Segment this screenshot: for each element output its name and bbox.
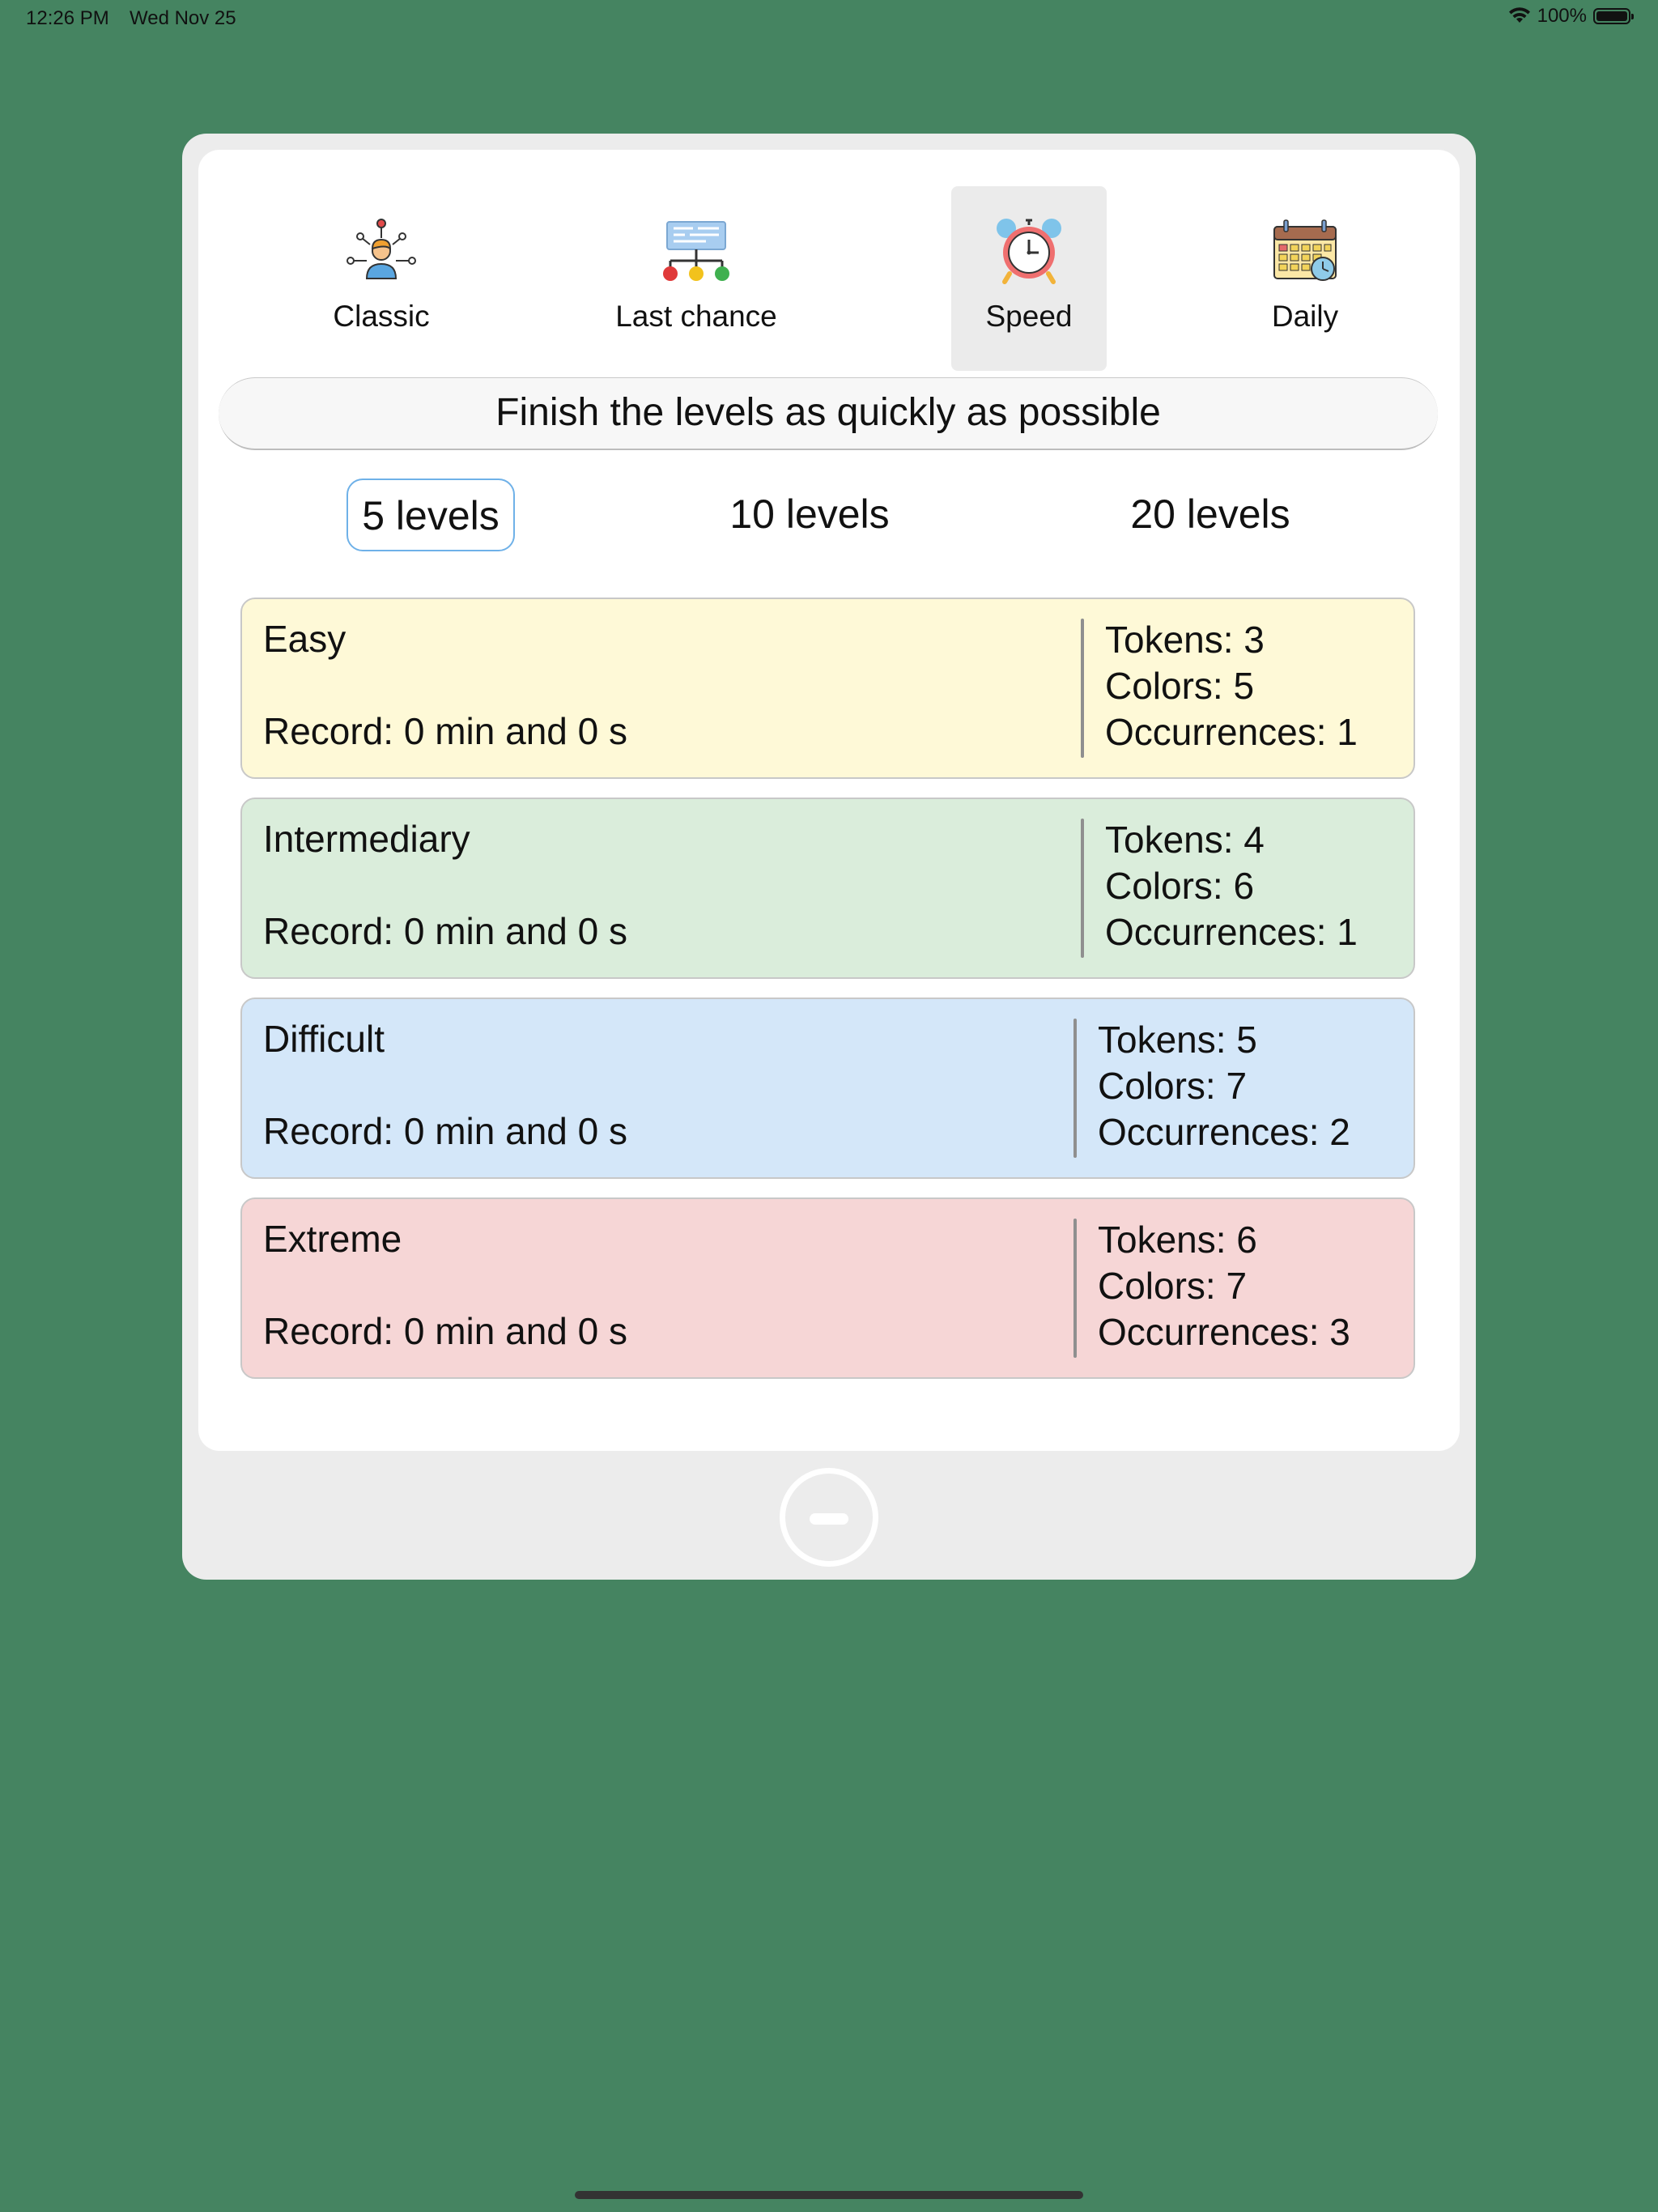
status-date: Wed Nov 25 (130, 7, 236, 29)
mode-description: Finish the levels as quickly as possible (219, 377, 1438, 450)
colors-count: Colors: 6 (1105, 865, 1255, 907)
card-divider (1081, 619, 1084, 758)
colors-count: Colors: 7 (1098, 1065, 1248, 1107)
difficulty-record: Record: 0 min and 0 s (263, 910, 628, 952)
tab-classic[interactable] (302, 186, 461, 371)
difficulty-card-intermediary[interactable] (240, 798, 1415, 979)
home-indicator[interactable] (575, 2191, 1083, 2199)
tokens-count: Tokens: 4 (1105, 819, 1265, 861)
tokens-count: Tokens: 3 (1105, 619, 1265, 661)
difficulty-stats (1105, 617, 1358, 755)
minus-circle-icon (810, 1513, 848, 1525)
tab-5-levels[interactable]: 5 levels (346, 479, 515, 551)
battery-icon (1593, 8, 1630, 24)
difficulty-stats (1098, 1217, 1350, 1355)
difficulty-name: Extreme (263, 1218, 402, 1260)
difficulty-record: Record: 0 min and 0 s (263, 710, 628, 752)
calendar-clock-icon (1266, 211, 1344, 288)
difficulty-record: Record: 0 min and 0 s (263, 1110, 628, 1152)
person-network-icon (342, 211, 420, 288)
status-bar (0, 0, 1658, 39)
colors-count: Colors: 5 (1105, 665, 1255, 707)
tab-classic-label: Classic (333, 300, 430, 333)
card-divider (1073, 1219, 1077, 1358)
tab-speed-label: Speed (985, 300, 1073, 333)
tab-daily-label: Daily (1271, 300, 1339, 333)
difficulty-stats (1098, 1017, 1350, 1155)
alarm-clock-icon (990, 211, 1068, 288)
occurrences-count: Occurrences: 1 (1105, 911, 1358, 953)
battery-percent: 100% (1537, 5, 1587, 27)
difficulty-stats (1105, 817, 1358, 955)
tab-last-chance[interactable] (595, 186, 797, 371)
card-divider (1081, 819, 1084, 958)
difficulty-card-difficult[interactable] (240, 998, 1415, 1179)
tab-speed[interactable] (951, 186, 1107, 371)
close-button[interactable] (780, 1468, 878, 1567)
tab-10-levels[interactable]: 10 levels (729, 491, 890, 537)
tokens-count: Tokens: 6 (1098, 1219, 1257, 1261)
colors-count: Colors: 7 (1098, 1265, 1248, 1307)
difficulty-name: Difficult (263, 1018, 385, 1060)
wifi-icon (1508, 7, 1531, 25)
hierarchy-board-icon (657, 211, 735, 288)
occurrences-count: Occurrences: 2 (1098, 1111, 1350, 1153)
occurrences-count: Occurrences: 3 (1098, 1311, 1350, 1353)
difficulty-card-extreme[interactable] (240, 1197, 1415, 1379)
occurrences-count: Occurrences: 1 (1105, 711, 1358, 753)
mode-panel (198, 150, 1460, 1451)
status-indicators (1508, 5, 1630, 28)
tab-daily[interactable] (1244, 186, 1366, 371)
card-divider (1073, 1019, 1077, 1158)
difficulty-card-easy[interactable] (240, 598, 1415, 779)
status-time: 12:26 PM (26, 7, 109, 29)
difficulty-name: Intermediary (263, 818, 470, 860)
tab-20-levels[interactable]: 20 levels (1130, 491, 1290, 537)
tokens-count: Tokens: 5 (1098, 1019, 1257, 1061)
difficulty-name: Easy (263, 618, 346, 660)
tab-last-chance-label: Last chance (615, 300, 777, 333)
game-mode-dialog (182, 134, 1476, 1580)
difficulty-record: Record: 0 min and 0 s (263, 1310, 628, 1352)
